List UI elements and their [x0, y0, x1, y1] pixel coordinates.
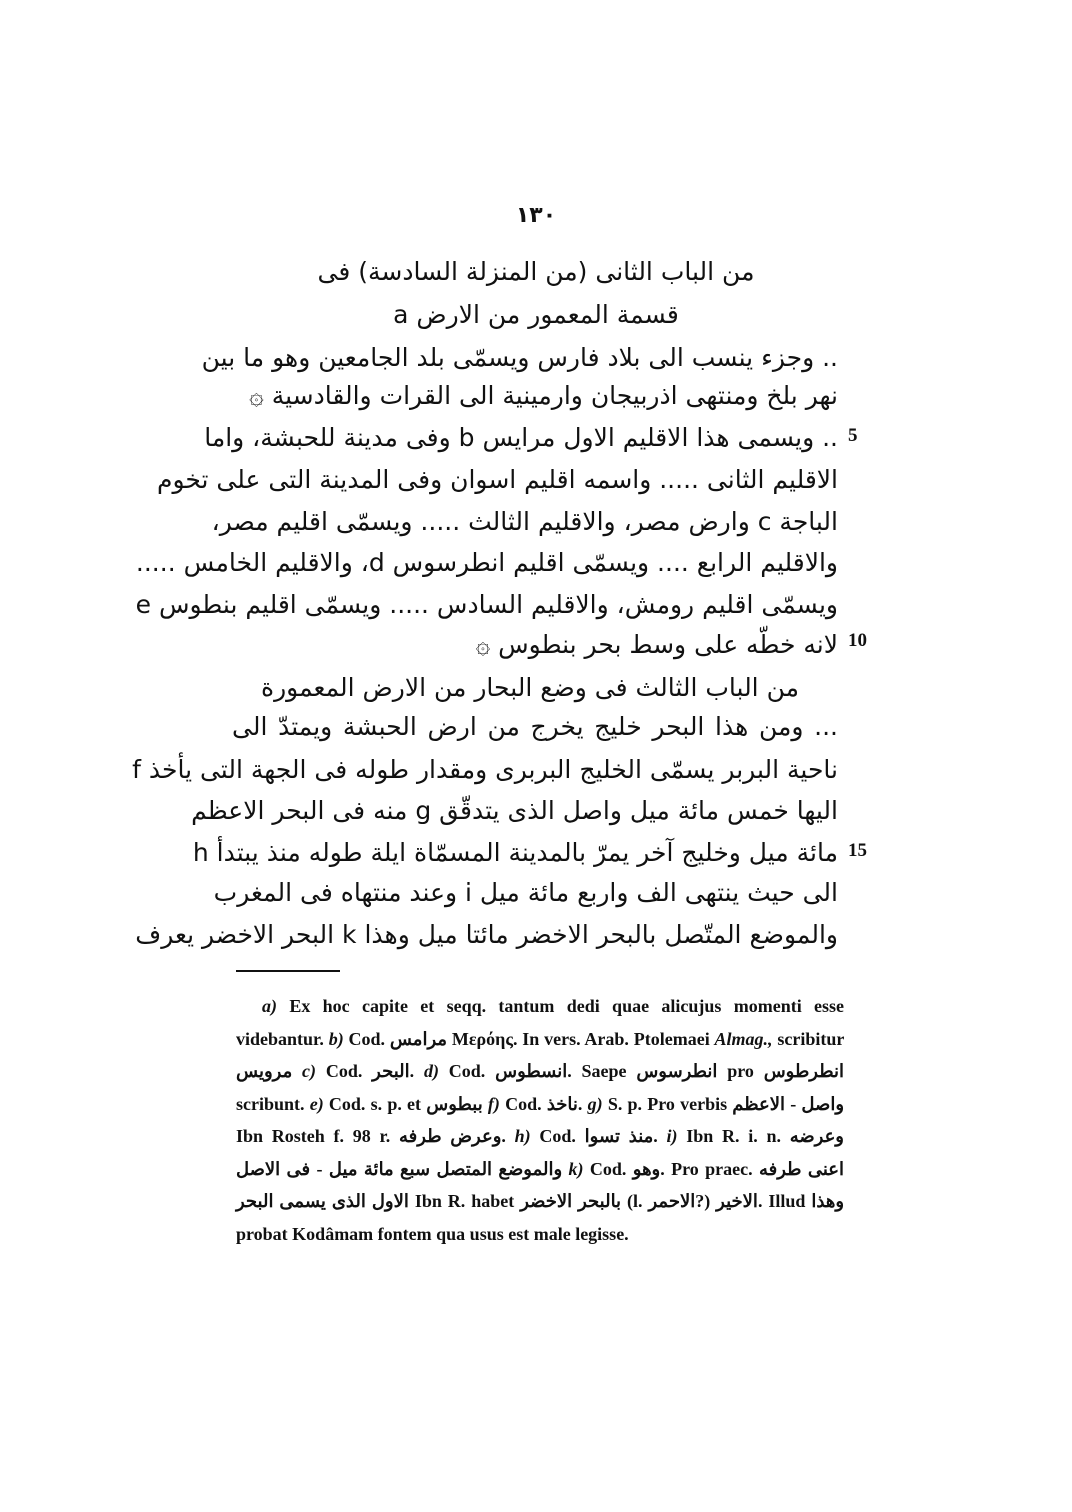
para2-line1: .. ويسمى هذا الاقليم الاول مرايس b وفى مدينة للحبشة، واما [204, 423, 838, 452]
para2-line5: ويسمّى اقليم رومش، والاقليم السادس ..... ويسمّى اقليم بنطوس e [135, 590, 838, 619]
para3-line2: ناحية البربر يسمّى الخليج البربرى ومقدار طوله فى الجهة التى يأخذ f [132, 755, 838, 784]
footnote-e: e) Cod. s. p. et ببطوس [309, 1093, 483, 1114]
para2-line3: الباجة c وارض مصر، والاقليم الثالث ..... ويسمّى اقليم مصر، [211, 507, 838, 536]
footnote-h: h) Cod. منذ تسوا. [514, 1126, 658, 1146]
para2-line6: لانه خطّه على وسط بحر بنطوس ۞ [475, 630, 838, 659]
section-heading-2: من الباب الثالث فى وضع البحار من الارض المعمورة [260, 673, 799, 702]
footnote-rule [236, 970, 340, 972]
footnote-f: f) Cod. ناخذ. [487, 1093, 583, 1114]
chapter-heading-line2: قسمة المعمور من الارض a [393, 300, 679, 329]
footnotes [236, 990, 844, 1250]
para3-line1: ... ومن هذا البحر خليج يخرج من ارض الحبشة ويمتدّ الى [232, 712, 838, 741]
line-number-10: 10 [848, 630, 867, 651]
para3-line6: والموضع المتّصل بالبحر الاخضر مائتا ميل وهذا k البحر الاخضر يعرف [135, 920, 838, 949]
footnote-k: k) Cod. وهو. Pro praec. اعنى طرفه الاول الذى يسمى البحر Ibn R. habet بالبحر الاخضر (l. الاحمر?) الاخير. Illud وهذا probat Kodâmam fontem qua usus est male legisse. [236, 1158, 845, 1244]
para3-line5: الى حيث ينتهى الف واربع مائة ميل i وعند منتهاه فى المغرب [213, 878, 838, 907]
line-number-5: 5 [848, 425, 858, 446]
para2-line4: والاقليم الرابع .... ويسمّى اقليم انطرسوس d، والاقليم الخامس ..... [135, 548, 838, 577]
para3-line3: اليها خمس مائة ميل واصل الذى يتدقّق g منه فى البحر الاعظم [191, 796, 838, 825]
footnote-c: c) Cod. البحر. [302, 1061, 415, 1081]
footnote-d: d) Cod. انسطوس. Saepe انطرسوس pro انطرطوس scribunt. [236, 1061, 844, 1114]
footnote-b: b) Cod. مرامس Μερόης. In vers. Arab. Ptolemaei Almag., scribitur مرويس [236, 1028, 845, 1081]
chapter-heading-line1: من الباب الثانى (من المنزلة السادسة) فى [317, 257, 755, 286]
para1-line1: .. وجزء ينسب الى بلاد فارس ويسمّى بلد الجامعين وهو ما بين [201, 343, 838, 372]
footnote-a: a) Ex hoc capite et seqq. tantum dedi quae alicujus momenti esse videbantur. [236, 996, 845, 1049]
para2-line2: الاقليم الثانى ..... واسمه اقليم اسوان وفى المدينة التى على تخوم [157, 465, 838, 494]
line-number-15: 15 [848, 840, 867, 861]
para3-line4: مائة ميل وخليج آخر يمرّ بالمدينة المسمّاة ايلة طوله منذ يبتدأ h [192, 838, 838, 867]
para1-line2: نهر بلخ ومنتهى اذربيجان وارمينية الى القرات والقادسية ۞ [249, 381, 838, 410]
footnote-g: g) S. p. Pro verbis واصل - الاعظم Ibn Rosteh f. 98 r. وعرض طرفه. [236, 1093, 845, 1146]
page-number: ١٣٠ [515, 203, 557, 228]
footnote-i: i) Ibn R. i. n. وعرضه والموضع المتصل سبع مائة ميل - فى الاصل [236, 1126, 845, 1179]
